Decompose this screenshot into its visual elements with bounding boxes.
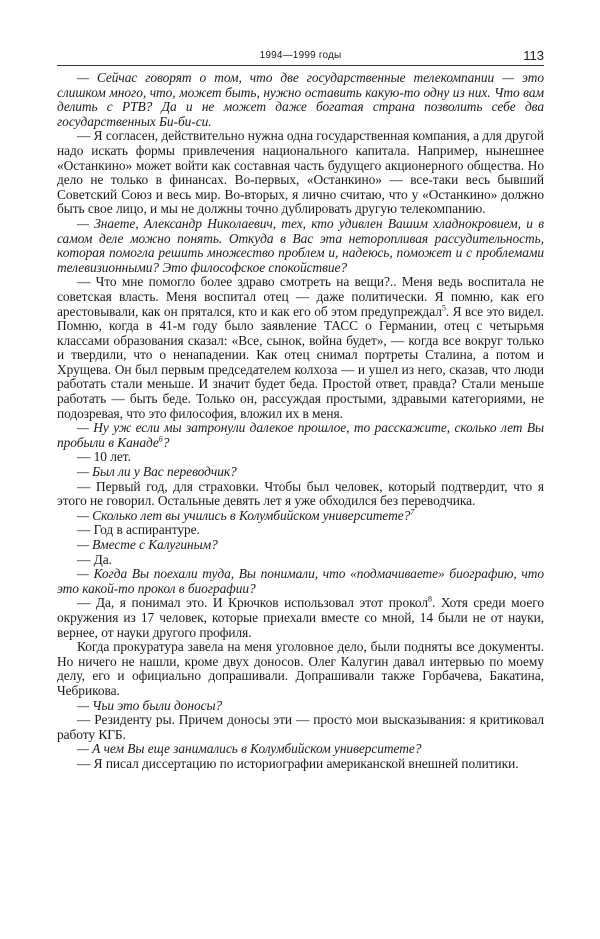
footnote-ref: 8	[427, 594, 432, 604]
footnote-ref: 7	[410, 507, 415, 517]
page-number: 113	[523, 48, 544, 63]
interview-text	[57, 71, 544, 772]
question-paragraph: — Чьи это были доносы?	[77, 697, 223, 713]
question-paragraph: — Сейчас говорят о том, что две государственные телекомпании — это слишком много, что, может быть, нужно оставить какую-то одну из них. Что вам делить с РТВ? Да и не может даже богатая страна позволить себе два государственных Би-би-си.	[57, 70, 544, 129]
book-page	[57, 49, 544, 772]
question-paragraph: — Был ли у Вас переводчик?	[77, 464, 237, 480]
answer-paragraph: — Я согласен, действительно нужна одна государственная компания, а для другой надо искать формы привлечения национального капитала. Например, нынешнее «Останкино» может войти как составная часть будущего акционерного общества. Но дело не только в финансах. Во-первых, «Останкино» — все-таки весь бывший Советский Союз и весь мир. Во-вторых, я лично считаю, что у «Останкино» должно быть свое лицо, и мы не должны точно дублировать другую телекомпанию.	[57, 128, 544, 217]
answer-paragraph: — Да, я понимал это. И Крючков использовал этот прокол$^8$. Хотя среди моего окружения из 17 человек, которые приехали вместе со мной, 14 были не от науки, вернее, от науки другого профиля.	[57, 594, 545, 640]
answer-paragraph: — Я писал диссертацию по историографии американской внешней политики.	[77, 755, 519, 771]
question-paragraph: — Ну уж если мы затронули далекое прошлое, то расскажите, сколько лет Вы пробыли в Канаде$^6$?	[57, 420, 544, 450]
answer-paragraph: — 10 лет.	[77, 449, 131, 465]
answer-paragraph: — Что мне помогло более здраво смотреть на вещи?.. Меня ведь воспитала не советская власть. Меня воспитал отец — даже политически. Я помню, как его арестовывали, как он прятался, кто и как его об этом предупреждал$^5$. Я все это видел. Помню, когда в 41-м году было заявление ТАСС о Германии, отец с четырьмя классами образования сказал: «Все, сынок, война будет», — когда все вокруг только и твердили, что о ненападении. Как отец снимал портреты Сталина, а потом и Хрущева. Он был первым председателем колхоза — и ушел из него, сказав, что люди работать стали меньше. И значит будет беда. Простой ответ, правда? Стали меньше работать — быть беде. Только он, рассуждая простыми, здравыми категориями, не подозревая, что это философия, вложил их в меня.	[57, 274, 544, 421]
footnote-ref: 6	[158, 434, 163, 444]
question-paragraph: — А чем Вы еще занимались в Колумбийском университете?	[77, 741, 422, 757]
answer-paragraph: — Первый год, для страховки. Чтобы был человек, который подтвердит, что я этого не говорил. Остальные девять лет я уже обходился без переводчика.	[57, 478, 544, 509]
answer-paragraph: — Год в аспирантуре.	[77, 522, 200, 538]
answer-paragraph: — Резиденту ры. Причем доносы эти — просто мои высказывания: я критиковал работу КГБ.	[57, 712, 544, 742]
running-title: 1994—1999 годы	[259, 50, 342, 61]
question-paragraph: — Вместе с Калугиным?	[77, 537, 218, 552]
answer-paragraph: — Да.	[77, 551, 112, 567]
question-paragraph: — Когда Вы поехали туда, Вы понимали, что «подмачиваете» биографию, что это какой-то прокол в биографии?	[57, 566, 544, 596]
footnote-ref: 5	[441, 303, 446, 313]
answer-paragraph: Когда прокуратура завела на меня уголовное дело, были подняты все документы. Но ничего не нашли, кроме двух доносов. Олег Калугин давал интервью по моему делу, его и официально допрашивали. Допрашивали также Горбачева, Бакатина, Чебрикова.	[57, 639, 544, 698]
running-head	[57, 49, 544, 66]
question-paragraph: — Знаете, Александр Николаевич, тех, кто удивлен Вашим хладнокровием, и в самом деле можно понять. Откуда в Вас эта неторопливая рассудительность, которая помогла решить множество проблем и, надеюсь, поможет и с проблемами телевизионными? Это философское спокойствие?	[57, 215, 544, 275]
question-paragraph: — Сколько лет вы учились в Колумбийском университете?$^7$	[77, 507, 415, 523]
